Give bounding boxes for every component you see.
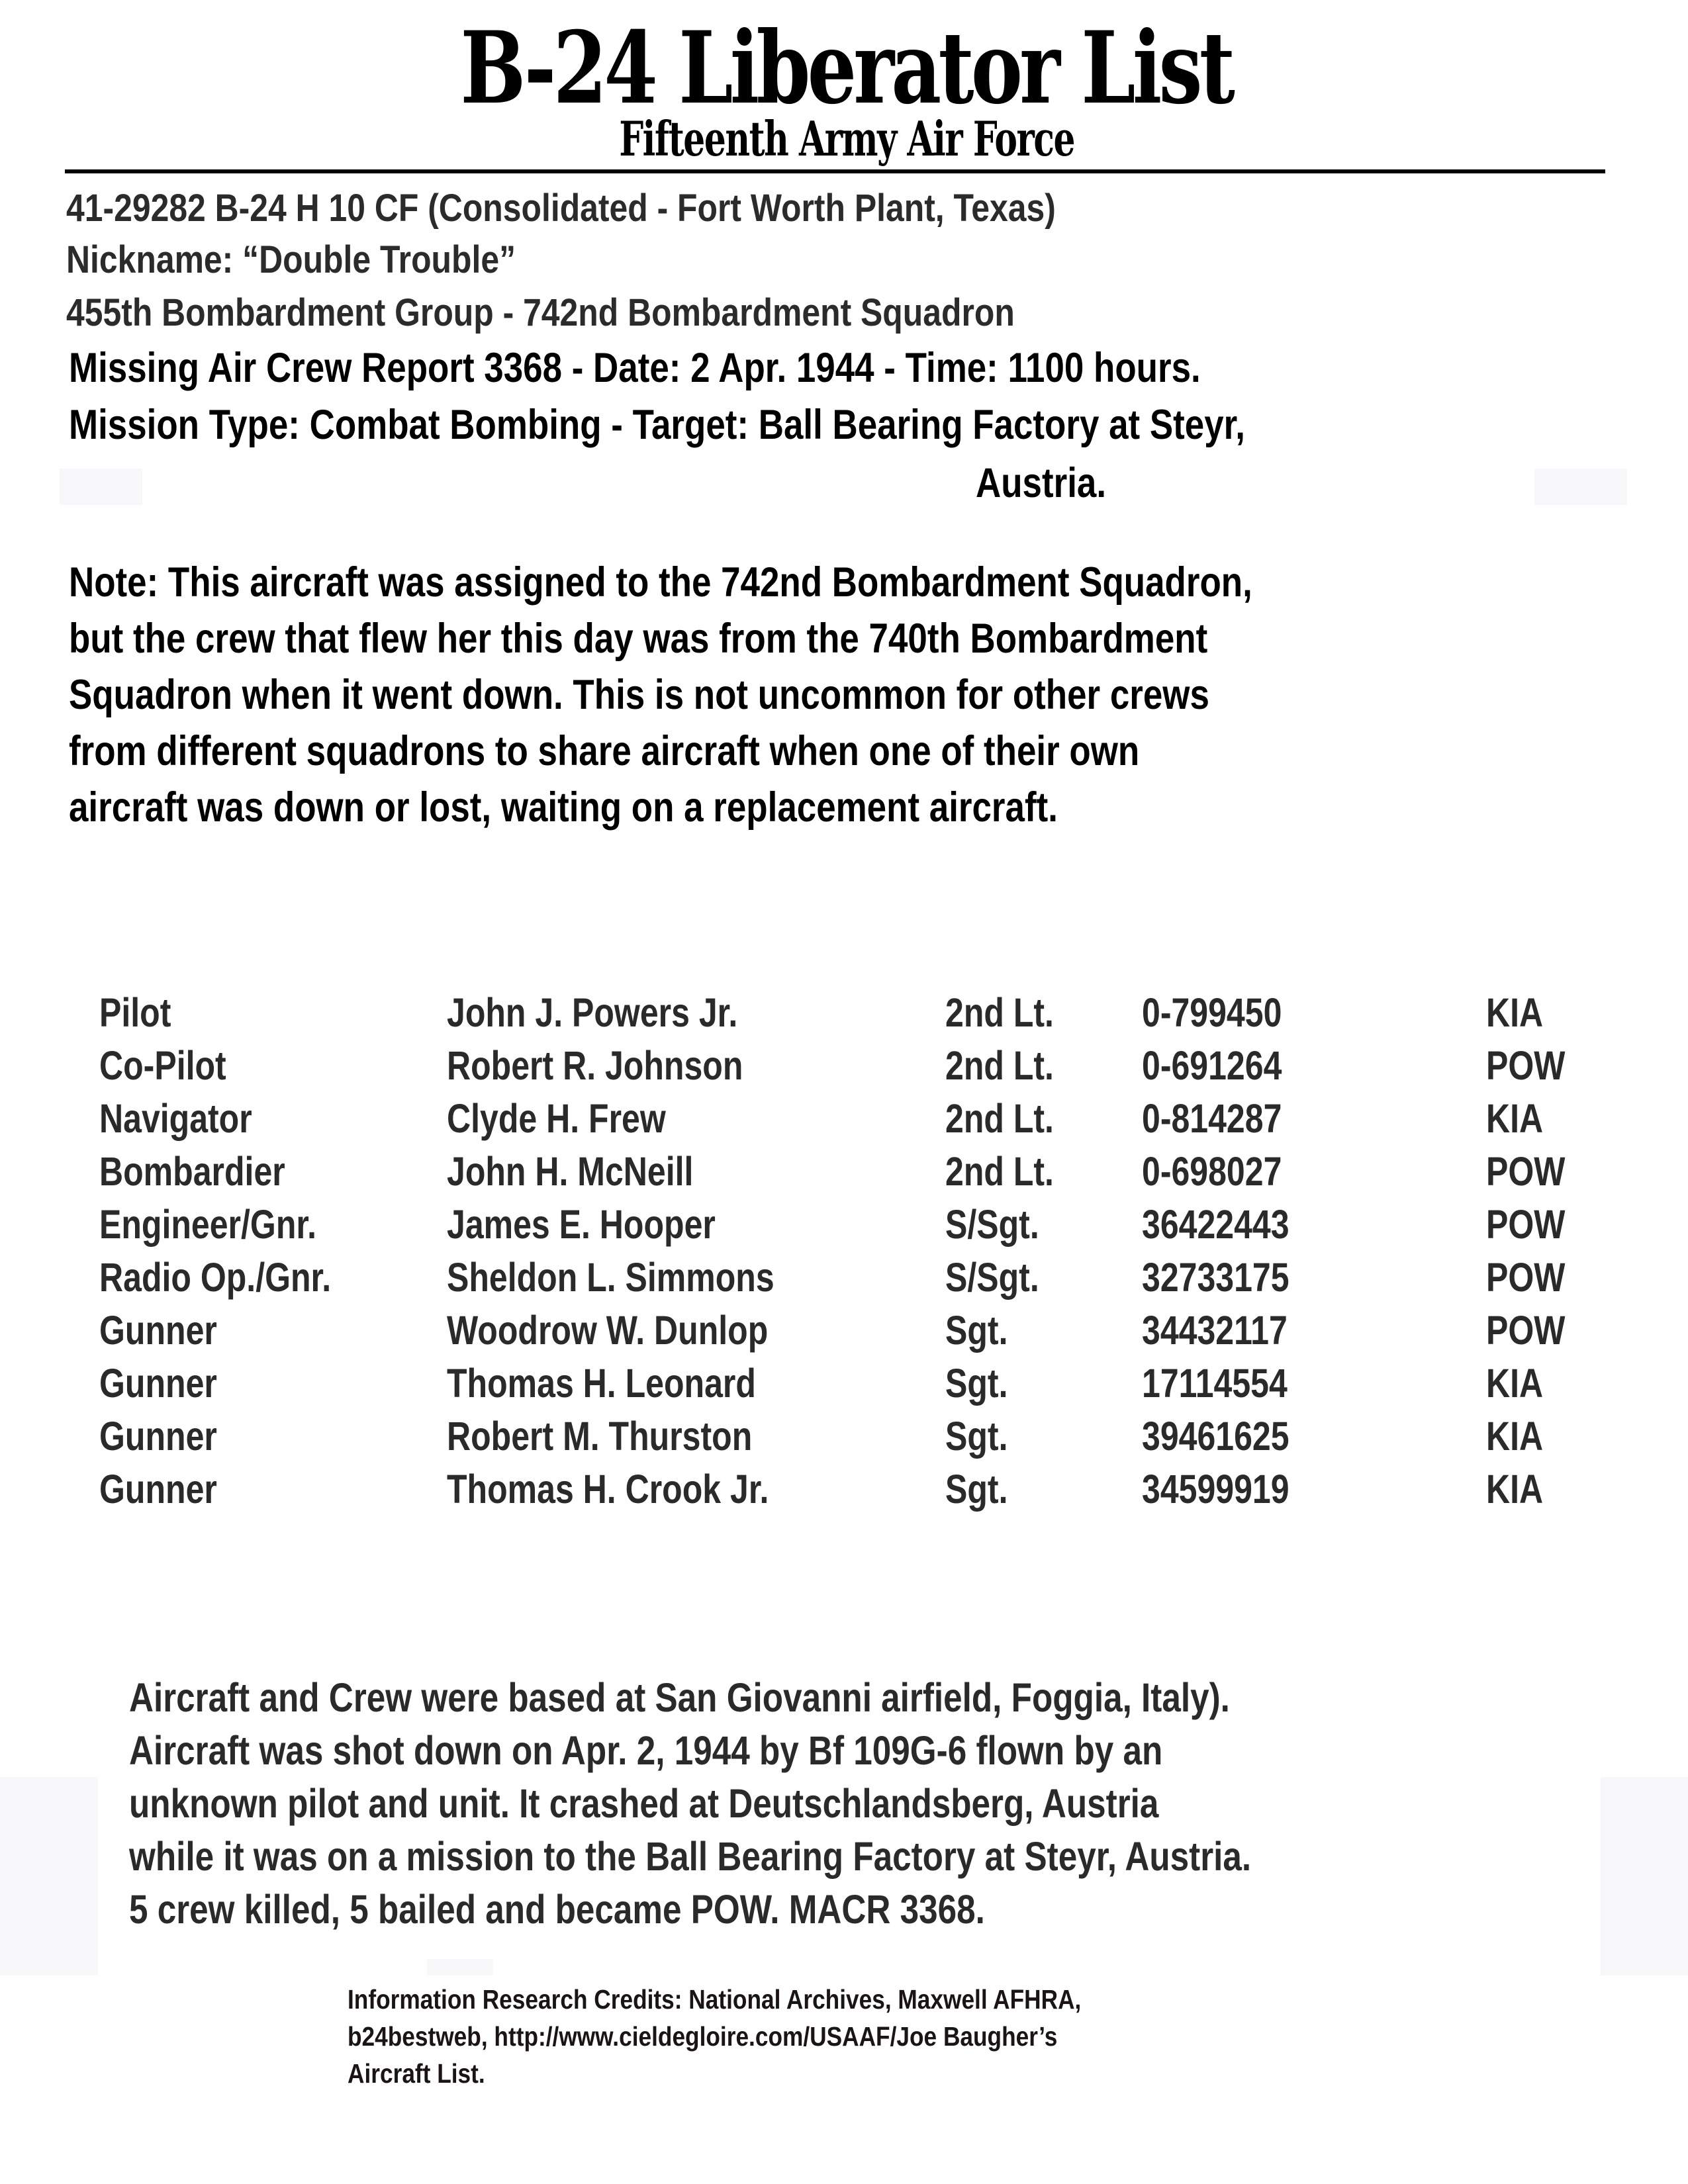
crew-rank-cell (945, 1145, 1124, 1198)
crew-status: KIA (1486, 1467, 1544, 1512)
crew-rank-cell (945, 1092, 1124, 1145)
crew-name-cell (447, 1410, 923, 1463)
crew-name-cell (447, 1463, 923, 1516)
crew-rank: 2nd Lt. (945, 1149, 1054, 1194)
crew-position-cell (99, 1145, 430, 1198)
crew-name: Woodrow W. Dunlop (447, 1308, 769, 1353)
crew-position-cell (99, 1198, 430, 1251)
faint-panel-left-top (60, 469, 142, 505)
crew-status: POW (1486, 1255, 1566, 1300)
crew-serial: 0-799450 (1142, 990, 1282, 1035)
crew-position: Bombardier (99, 1149, 285, 1194)
crew-position: Gunner (99, 1361, 217, 1406)
crew-serial: 0-691264 (1142, 1043, 1282, 1088)
crew-rank-cell (945, 1357, 1124, 1410)
crew-status-cell (1486, 986, 1632, 1039)
aircraft-unit-line (66, 287, 1169, 340)
summary-line-text: 5 crew killed, 5 bailed and became POW. MACR 3368. (129, 1887, 985, 1932)
crew-position-cell (99, 1357, 430, 1410)
crew-serial-cell (1142, 1304, 1460, 1357)
crew-serial: 34432117 (1142, 1308, 1288, 1353)
crew-serial-cell (1142, 1251, 1460, 1304)
note-line-text: Note: This aircraft was assigned to the 742nd Bombardment Squadron, (69, 559, 1252, 606)
crew-status-cell (1486, 1304, 1632, 1357)
summary-line (129, 1671, 1652, 1724)
crew-rank: S/Sgt. (945, 1202, 1039, 1247)
crew-name-cell (447, 1145, 923, 1198)
note-line-text: from different squadrons to share aircraft when one of their own (69, 728, 1140, 774)
summary-line-text: unknown pilot and unit. It crashed at Deutschlandsberg, Austria (129, 1781, 1159, 1826)
crew-status-cell (1486, 1039, 1632, 1092)
crew-name: Thomas H. Leonard (447, 1361, 756, 1406)
aircraft-unit-text: 455th Bombardment Group - 742nd Bombardment Squadron (66, 291, 1015, 334)
crew-name: Clyde H. Frew (447, 1096, 666, 1141)
credits-line (348, 2055, 1605, 2092)
crew-status-cell (1486, 1251, 1632, 1304)
crew-serial: 39461625 (1142, 1414, 1289, 1459)
crew-serial-cell (1142, 1039, 1460, 1092)
crew-row (0, 1410, 1688, 1463)
note-paragraph (69, 555, 1671, 836)
crew-position: Gunner (99, 1414, 217, 1459)
crew-row (0, 1039, 1688, 1092)
crew-rank: Sgt. (945, 1308, 1008, 1353)
summary-line (129, 1830, 1652, 1883)
crew-name: Robert M. Thurston (447, 1414, 753, 1459)
summary-line-text: Aircraft was shot down on Apr. 2, 1944 by Bf 109G-6 flown by an (129, 1728, 1163, 1773)
crew-name-cell (447, 1251, 923, 1304)
crew-row (0, 1145, 1688, 1198)
summary-line (129, 1883, 1652, 1936)
crew-row (0, 1251, 1688, 1304)
crew-serial: 0-814287 (1142, 1096, 1282, 1141)
mission-text: Mission Type: Combat Bombing - Target: Ball Bearing Factory at Steyr, (69, 402, 1246, 448)
crew-name-cell (447, 1039, 923, 1092)
macr-line (69, 340, 1416, 396)
crew-position-cell (99, 1251, 430, 1304)
credits-line (348, 1981, 1605, 2018)
summary-line-text: while it was on a mission to the Ball Bearing Factory at Steyr, Austria. (129, 1834, 1252, 1879)
crew-status: KIA (1486, 1361, 1544, 1406)
crew-name: James E. Hooper (447, 1202, 716, 1247)
crew-serial-cell (1142, 1145, 1460, 1198)
crew-name-cell (447, 986, 923, 1039)
crew-row (0, 1198, 1688, 1251)
summary-paragraph (129, 1671, 1652, 1936)
crew-status: KIA (1486, 990, 1544, 1035)
crew-status-cell (1486, 1410, 1632, 1463)
crew-serial-cell (1142, 986, 1460, 1039)
credits-line-text: Aircraft List. (348, 2058, 485, 2089)
crew-name: John J. Powers Jr. (447, 990, 738, 1035)
crew-name-cell (447, 1304, 923, 1357)
crew-position-cell (99, 1092, 430, 1145)
crew-status: KIA (1486, 1096, 1544, 1141)
crew-name-cell (447, 1198, 923, 1251)
crew-serial-cell (1142, 1198, 1460, 1251)
crew-position-cell (99, 1410, 430, 1463)
mission-continued-text: Austria. (976, 460, 1107, 506)
crew-rank-cell (945, 1251, 1124, 1304)
crew-rank: 2nd Lt. (945, 1043, 1054, 1088)
crew-position: Gunner (99, 1467, 217, 1512)
page-title: B-24 Liberator List (460, 10, 1233, 126)
aircraft-serial-line (66, 182, 1217, 235)
note-line (69, 667, 1671, 723)
crew-name: John H. McNeill (447, 1149, 694, 1194)
crew-status-cell (1486, 1198, 1632, 1251)
crew-rank: S/Sgt. (945, 1255, 1039, 1300)
crew-serial: 34599919 (1142, 1467, 1289, 1512)
crew-rank: Sgt. (945, 1361, 1008, 1406)
crew-rank-cell (945, 1463, 1124, 1516)
crew-position-cell (99, 1039, 430, 1092)
crew-name-cell (447, 1357, 923, 1410)
credits-line (348, 2018, 1605, 2055)
crew-position-cell (99, 986, 430, 1039)
crew-position: Co-Pilot (99, 1043, 226, 1088)
crew-rank: Sgt. (945, 1414, 1008, 1459)
crew-status: KIA (1486, 1414, 1544, 1459)
crew-row (0, 1463, 1688, 1516)
crew-rank-cell (945, 1039, 1124, 1092)
crew-rank-cell (945, 1304, 1124, 1357)
credits-line-text: b24bestweb, http://www.cieldegloire.com/USAAF/Joe Baugher’s (348, 2021, 1058, 2052)
crew-rank-cell (945, 1198, 1124, 1251)
mission-line-continued (976, 455, 1131, 511)
crew-rank-cell (945, 986, 1124, 1039)
page-subtitle: Fifteenth Army Air Force (619, 111, 1075, 167)
credits-line-text: Information Research Credits: National Archives, Maxwell AFHRA, (348, 1984, 1082, 2015)
crew-name-cell (447, 1092, 923, 1145)
crew-row (0, 1304, 1688, 1357)
crew-rank-cell (945, 1410, 1124, 1463)
crew-row (0, 1357, 1688, 1410)
crew-position: Navigator (99, 1096, 252, 1141)
crew-serial-cell (1142, 1092, 1460, 1145)
summary-line-text: Aircraft and Crew were based at San Giovanni airfield, Foggia, Italy). (129, 1675, 1230, 1720)
note-line (69, 611, 1671, 667)
aircraft-serial-text: 41-29282 B-24 H 10 CF (Consolidated - Fort Worth Plant, Texas) (66, 187, 1056, 230)
note-line-text: aircraft was down or lost, waiting on a replacement aircraft. (69, 784, 1058, 831)
note-line-text: Squadron when it went down. This is not uncommon for other crews (69, 672, 1209, 718)
crew-position-cell (99, 1463, 430, 1516)
crew-status-cell (1486, 1145, 1632, 1198)
crew-position: Engineer/Gnr. (99, 1202, 316, 1247)
crew-position: Radio Op./Gnr. (99, 1255, 332, 1300)
title-rule (65, 169, 1605, 173)
aircraft-nickname-text: Nickname: “Double Trouble” (66, 238, 516, 281)
crew-serial-cell (1142, 1463, 1460, 1516)
summary-line (129, 1777, 1652, 1830)
research-credits (348, 1981, 1605, 2092)
macr-text: Missing Air Crew Report 3368 - Date: 2 Apr. 1944 - Time: 1100 hours. (69, 345, 1201, 391)
crew-status-cell (1486, 1463, 1632, 1516)
crew-serial: 17114554 (1142, 1361, 1288, 1406)
crew-serial: 32733175 (1142, 1255, 1289, 1300)
crew-status: POW (1486, 1043, 1566, 1088)
crew-status: POW (1486, 1149, 1566, 1194)
faint-panel-right-top (1534, 469, 1627, 505)
crew-name: Thomas H. Crook Jr. (447, 1467, 769, 1512)
summary-line (129, 1724, 1652, 1777)
crew-serial: 0-698027 (1142, 1149, 1282, 1194)
crew-status-cell (1486, 1092, 1632, 1145)
crew-table (0, 986, 1688, 1516)
crew-position-cell (99, 1304, 430, 1357)
crew-status: POW (1486, 1202, 1566, 1247)
crew-row (0, 1092, 1688, 1145)
crew-status-cell (1486, 1357, 1632, 1410)
crew-serial-cell (1142, 1410, 1460, 1463)
crew-status: POW (1486, 1308, 1566, 1353)
crew-name: Sheldon L. Simmons (447, 1255, 774, 1300)
mission-line (69, 397, 1469, 453)
crew-name: Robert R. Johnson (447, 1043, 743, 1088)
aircraft-nickname-line (66, 234, 589, 287)
crew-rank: Sgt. (945, 1467, 1008, 1512)
crew-row (0, 986, 1688, 1039)
faint-panel-left-bottom (0, 1777, 98, 1976)
crew-rank: 2nd Lt. (945, 990, 1054, 1035)
note-line-text: but the crew that flew her this day was from the 740th Bombardment (69, 615, 1208, 662)
crew-position: Gunner (99, 1308, 217, 1353)
crew-serial: 36422443 (1142, 1202, 1289, 1247)
crew-rank: 2nd Lt. (945, 1096, 1054, 1141)
crew-position: Pilot (99, 990, 171, 1035)
note-line (69, 555, 1671, 611)
crew-serial-cell (1142, 1357, 1460, 1410)
faint-panel-credits (427, 1959, 493, 1976)
note-line (69, 780, 1671, 836)
note-line (69, 723, 1671, 780)
